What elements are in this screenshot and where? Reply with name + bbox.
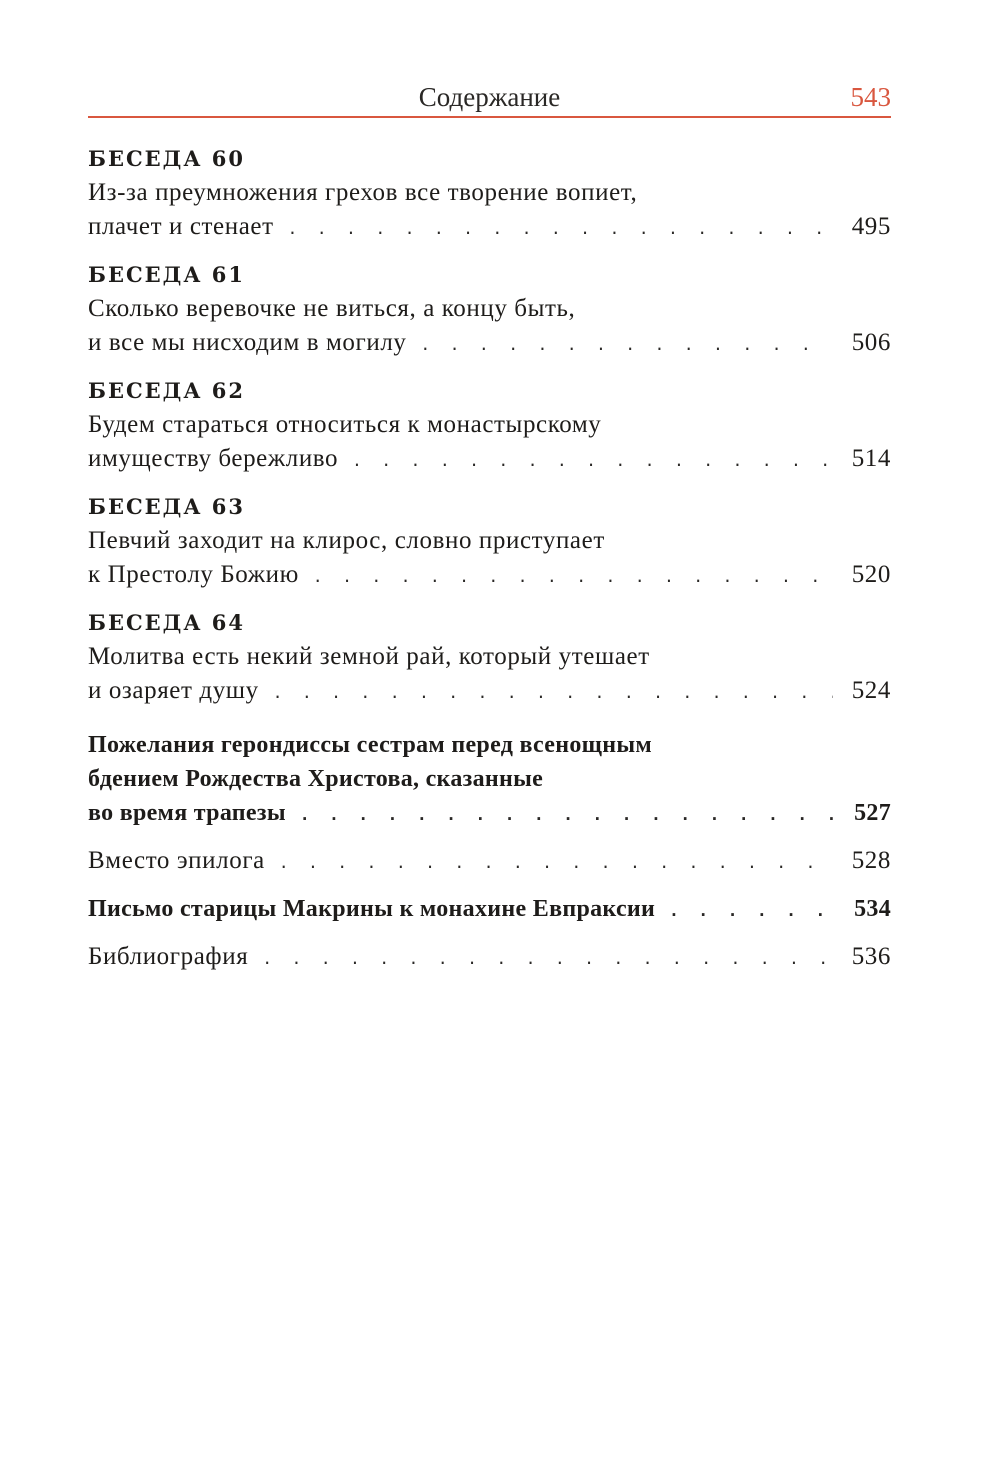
entry-page-number: 495 [851, 213, 891, 240]
section-heading: БЕСЕДА 64 [88, 610, 245, 635]
entry-title-end: к Престолу Божию [88, 561, 299, 588]
toc-entry-link[interactable] [88, 442, 891, 476]
dot-leader [669, 894, 833, 928]
entry-title-line: Пожелания герондиссы сестрам перед всенощным [88, 732, 653, 758]
entry-title-line: Молитва есть некий земной рай, который утешает [88, 643, 650, 670]
toc-entry-link[interactable] [88, 210, 891, 244]
toc-section [88, 486, 891, 592]
entry-page-number: 534 [854, 896, 891, 922]
running-title: Содержание [418, 82, 561, 112]
entry-title-end: имуществу бережливо [88, 445, 339, 472]
entry-page-number: 524 [851, 677, 891, 704]
dot-leader [262, 942, 833, 976]
toc-entry-link[interactable] [88, 558, 891, 592]
toc-entry-link[interactable] [88, 892, 891, 926]
toc-entry-link[interactable] [88, 326, 891, 360]
toc-entry-link[interactable] [88, 844, 891, 878]
dot-leader [313, 560, 833, 594]
entry-title-line: бдением Рождества Христова, сказанные [88, 766, 544, 792]
entry-title-end: Вместо эпилога [88, 847, 265, 874]
entry-title-end: Библиография [88, 943, 249, 970]
toc-entry-bibliography [88, 940, 891, 974]
entry-title-end: и все мы нисходим в могилу [88, 329, 407, 356]
toc-entry-epilogue [88, 844, 891, 878]
entry-title-line: Певчий заходит на клирос, словно приступает [88, 527, 605, 554]
header-rule [88, 116, 891, 118]
section-heading: БЕСЕДА 63 [88, 494, 245, 519]
section-heading: БЕСЕДА 61 [88, 262, 245, 287]
entry-title-end: во время трапезы [88, 800, 286, 826]
toc-section [88, 254, 891, 360]
entry-page-number: 536 [851, 943, 891, 970]
dot-leader [279, 846, 833, 880]
entry-page-number: 514 [851, 445, 891, 472]
toc-entry-link[interactable] [88, 940, 891, 974]
entry-title-end: и озаряет душу [88, 677, 259, 704]
toc-section [88, 138, 891, 244]
entry-title-line: Сколько веревочке не виться, а концу быть, [88, 295, 576, 322]
toc-entry-letter [88, 892, 891, 926]
dot-leader [352, 444, 833, 478]
section-heading: БЕСЕДА 60 [88, 146, 245, 171]
toc-section [88, 370, 891, 476]
entry-title-end: плачет и стенает [88, 213, 274, 240]
toc-section [88, 602, 891, 708]
dot-leader [288, 212, 833, 246]
toc-entry-link[interactable] [88, 674, 891, 708]
entry-page-number: 520 [851, 561, 891, 588]
page-number: 543 [850, 82, 891, 112]
dot-leader [300, 798, 833, 832]
running-head [88, 78, 891, 118]
entry-page-number: 506 [851, 329, 891, 356]
toc-entry-wishes [88, 728, 891, 830]
entry-title-line: Будем стараться относиться к монастырскому [88, 411, 602, 438]
dot-leader [421, 328, 833, 362]
entry-page-number: 527 [854, 800, 891, 826]
entry-title-end: Письмо старицы Макрины к монахине Евпраксии [88, 896, 656, 922]
section-heading: БЕСЕДА 62 [88, 378, 245, 403]
toc-entry-link[interactable] [88, 796, 891, 830]
dot-leader [273, 676, 833, 710]
entry-page-number: 528 [851, 847, 891, 874]
table-of-contents [88, 138, 891, 974]
entry-title-line: Из-за преумножения грехов все творение вопиет, [88, 179, 638, 206]
